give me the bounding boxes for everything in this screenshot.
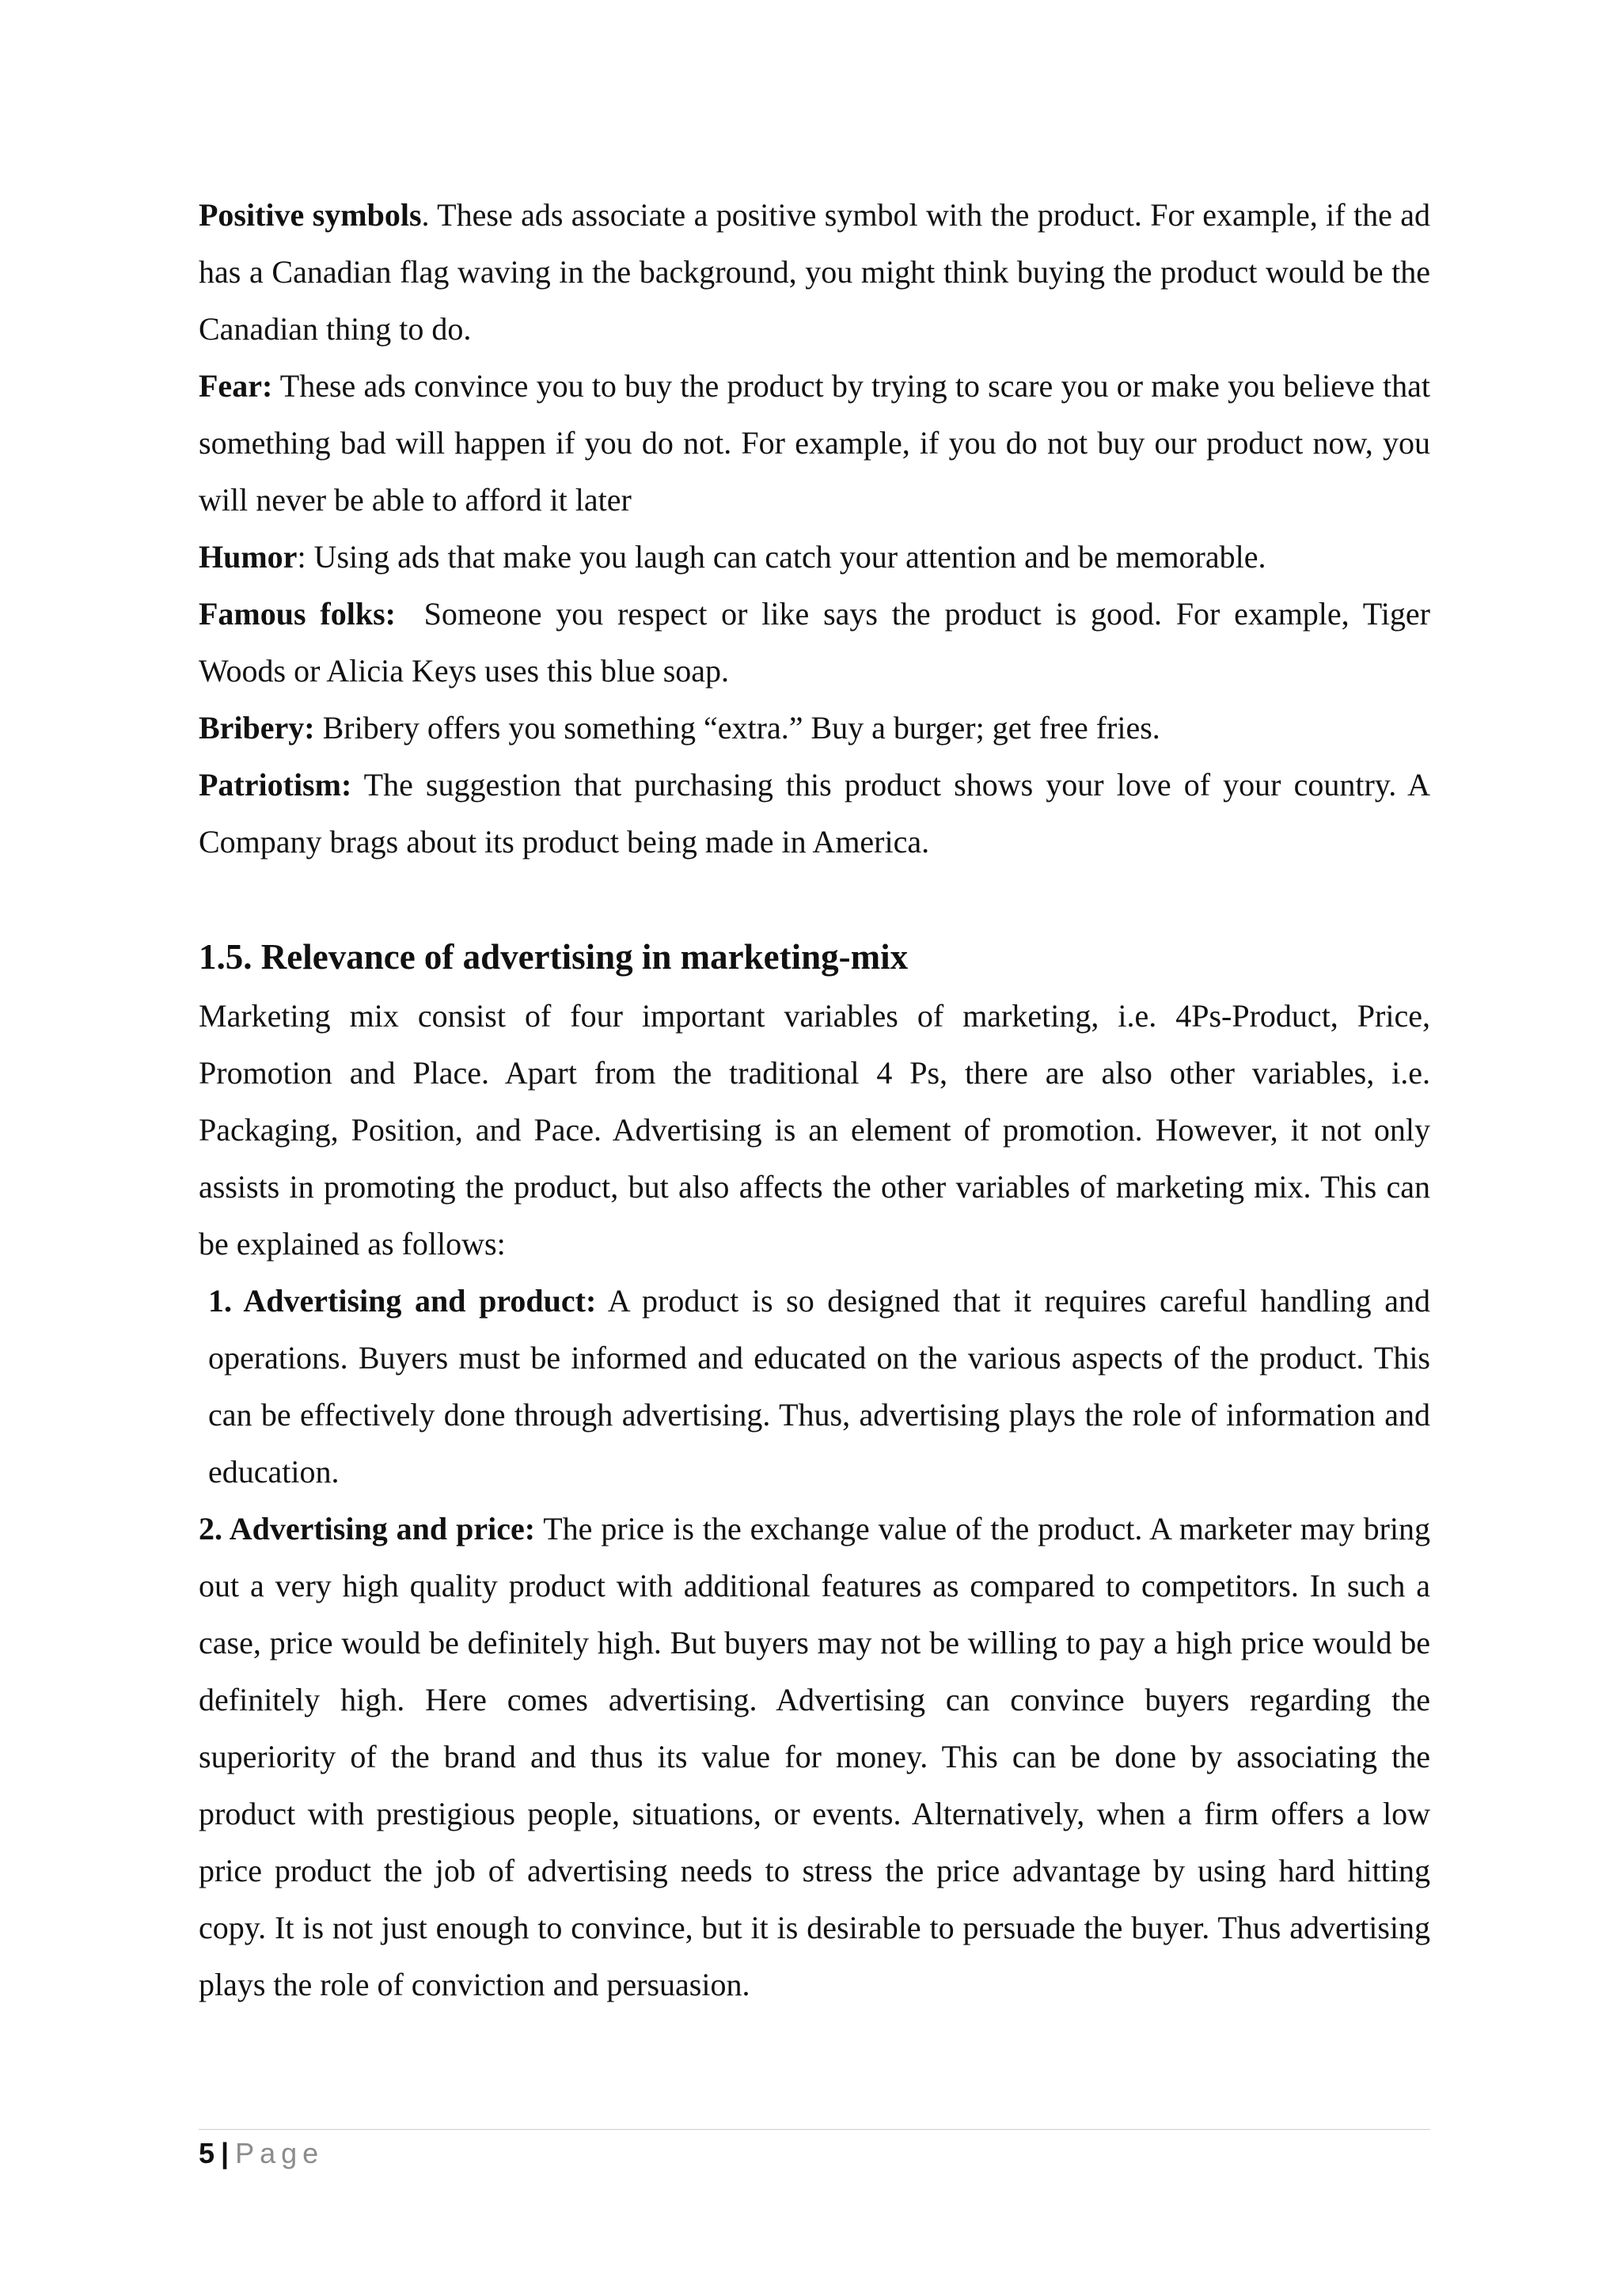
text-patriotism: The suggestion that purchasing this product shows your love of your country. A Company brags about its product being made in America. xyxy=(199,767,1430,860)
paragraph-patriotism xyxy=(199,757,1430,871)
paragraph-humor xyxy=(199,529,1430,586)
item-advertising-and-price xyxy=(199,1501,1430,2013)
paragraph-famous-folks xyxy=(199,586,1438,700)
footer-divider xyxy=(199,2129,1430,2130)
page-label: Page xyxy=(235,2137,325,2169)
term-fear: Fear: xyxy=(199,368,273,404)
text-positive-symbols: . These ads associate a positive symbol with the product. For example, if the ad has a Canadian flag waving in the background, you might think buying the product would be the Canadian thing to do. xyxy=(199,197,1430,347)
text-bribery: Bribery offers you something “extra.” Buy a burger; get free fries. xyxy=(314,710,1160,746)
paragraph-fear xyxy=(199,358,1430,529)
footer-separator: | xyxy=(221,2137,230,2169)
section-spacer xyxy=(199,871,1430,926)
text-famous-folks: Someone you respect or like says the product is good. For example, Tiger Woods or Alicia Keys uses this blue soap. xyxy=(199,596,1438,689)
paragraph-bribery xyxy=(199,700,1430,757)
term-advertising-and-price: 2. Advertising and price: xyxy=(199,1511,536,1546)
paragraph-positive-symbols xyxy=(199,187,1430,358)
page-footer xyxy=(199,2133,324,2174)
page-content xyxy=(199,187,1438,2013)
text-advertising-and-product: A product is so designed that it requires careful handling and operations. Buyers must be informed and educated on the various aspects of the product. This can be effectively done through advertising. Thus, advertising plays the role of information and education. xyxy=(208,1283,1430,1490)
page-number: 5 xyxy=(199,2137,215,2169)
text-fear: These ads convince you to buy the product by trying to scare you or make you believe that something bad will happen if you do not. For example, if you do not buy our product now, you will never be able to afford it later xyxy=(199,368,1430,518)
term-bribery: Bribery: xyxy=(199,710,315,746)
term-famous-folks: Famous folks: xyxy=(199,596,396,632)
term-humor: Humor xyxy=(199,539,298,575)
section-intro-paragraph: Marketing mix consist of four important variables of marketing, i.e. 4Ps-Product, Price, Promotion and Place. Apart from the traditional 4 Ps, there are also other variables, i.e. Packaging, Position, and Pace. Advertising is an element of promotion. However, it not only assists in promoting the product, but also affects the other variables of marketing mix. This can be explained as follows: xyxy=(199,998,1430,1262)
text-humor: : Using ads that make you laugh can catch your attention and be memorable. xyxy=(297,539,1266,575)
term-advertising-and-product: 1. Advertising and product: xyxy=(208,1283,597,1319)
section-heading: 1.5. Relevance of advertising in marketing-mix xyxy=(199,937,909,977)
term-positive-symbols: Positive symbols xyxy=(199,197,422,233)
item-advertising-and-product xyxy=(199,1273,1430,1501)
text-advertising-and-price: The price is the exchange value of the product. A marketer may bring out a very high quality product with additional features as compared to competitors. In such a case, price would be definitely high. But buyers may not be willing to pay a high price would be definitely high. Here comes advertising. Advertising can convince buyers regarding the superiority of the brand and thus its value for money. This can be done by associating the product with prestigious people, situations, or events. Alternatively, when a firm offers a low price product the job of advertising needs to stress the price advantage by using hard hitting copy. It is not just enough to convince, but it is desirable to persuade the buyer. Thus advertising plays the role of conviction and persuasion. xyxy=(199,1511,1430,2002)
term-patriotism: Patriotism: xyxy=(199,767,352,803)
